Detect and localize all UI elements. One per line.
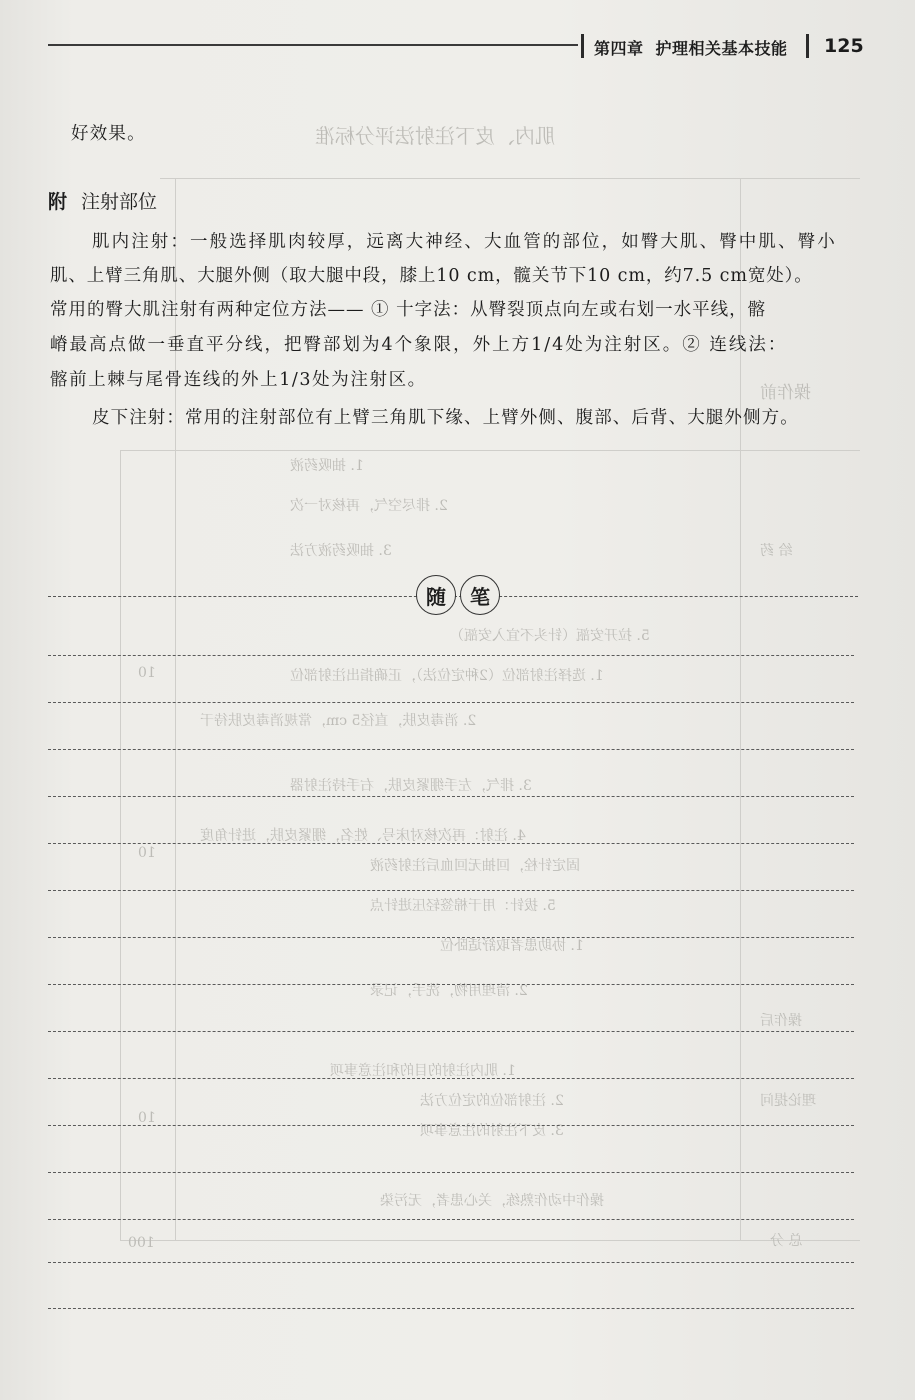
book-page: 第四章 护理相关基本技能 125 肌内、皮下注射法评分标准 操作前 1. 抽吸药液 2. 排尽空气，再核对一次 3. 抽吸药液方法 给 药 5. 拉开安瓿（针头不宜入安瓿） 1. 选择注射部位（2种定位法），正确指出注射部位 2. 消毒皮肤，直径5 cm，常规消毒皮肤待干 3. 排气，左手绷紧皮肤，右手持注射器 4. 注射：再次核对床号、姓名，绷紧皮肤，进针角度 固定针栓，回抽无回血后注射药液 5. 拔针：用干棉签轻压进针点 1. 协助患者取舒适卧位 2. 清理用物，洗手，记录 操作后 1. 肌内注射的目的和注意事项 2. 注射部位的定位方法 理论提问 3. 皮下注射的注意事项 操作中动作熟练，关心患者，无污染 总 分 100 10 10 10 好效果。 附 注射部位 肌内注射：一般选择肌肉较厚，远离大神经、大血管的部位，如臀大肌、臀中肌、臀小 肌、上臂三角肌、大腿外侧（取大腿中段，膝上10 cm，髋关节下10 cm，约7.5 cm宽处）。 常用的臀大肌注射有两种定位方法—— ① 十字法：从臀裂顶点向左或右划一水平线，髂 嵴最高点做一垂直平分线，把臀部划为4个象限，外上方1/4处为注射区。② 连线法： 髂前上棘与尾骨连线的外上1/3处为注射区。 皮下注射：常用的注射部位有上臂三角肌下缘、上臂外侧、腹部、后背、大腿外侧方。 随 笔 (0, 0, 915, 1400)
text-line: 肌内注射：一般选择肌肉较厚，远离大神经、大血管的部位，如臀大肌、臀中肌、臀小 (92, 232, 837, 252)
note-line (48, 1125, 854, 1126)
note-line (48, 1219, 854, 1220)
section-label: 附 (48, 191, 68, 213)
note-line (48, 1308, 854, 1309)
text-line: 髂前上棘与尾骨连线的外上1/3处为注射区。 (50, 370, 427, 390)
note-line (48, 843, 854, 844)
text-line: 嵴最高点做一垂直平分线，把臀部划为4个象限，外上方1/4处为注射区。② 连线法： (50, 335, 788, 355)
notes-label-char: 笔 (460, 575, 500, 615)
note-line (48, 1078, 854, 1079)
note-line (48, 1172, 854, 1173)
text-line: 肌、上臂三角肌、大腿外侧（取大腿中段，膝上10 cm，髋关节下10 cm，约7.5 cm宽处）。 (50, 266, 813, 286)
chapter-title: 护理相关基本技能 (655, 39, 788, 58)
note-line (48, 1262, 854, 1263)
header-divider (806, 34, 809, 58)
note-line (48, 890, 854, 891)
page-number: 125 (824, 35, 864, 57)
section-title: 注射部位 (81, 191, 158, 213)
chapter-number: 第四章 (594, 39, 644, 58)
note-line (48, 655, 854, 656)
notes-label-char: 随 (416, 575, 456, 615)
note-line (48, 702, 854, 703)
paragraph-subcutaneous: 皮下注射：常用的注射部位有上臂三角肌下缘、上臂外侧、腹部、后背、大腿外侧方。 (92, 408, 799, 428)
note-line (48, 796, 854, 797)
section-heading (48, 187, 157, 214)
continuation-text: 好效果。 (71, 124, 146, 144)
note-line (48, 937, 854, 938)
note-line (48, 984, 854, 985)
note-line (48, 1031, 854, 1032)
header-divider (581, 34, 584, 58)
note-line (48, 749, 854, 750)
text-line: 常用的臀大肌注射有两种定位方法—— ① 十字法：从臀裂顶点向左或右划一水平线，髂 (50, 300, 767, 320)
running-header (594, 36, 800, 59)
header-rule (48, 44, 578, 46)
